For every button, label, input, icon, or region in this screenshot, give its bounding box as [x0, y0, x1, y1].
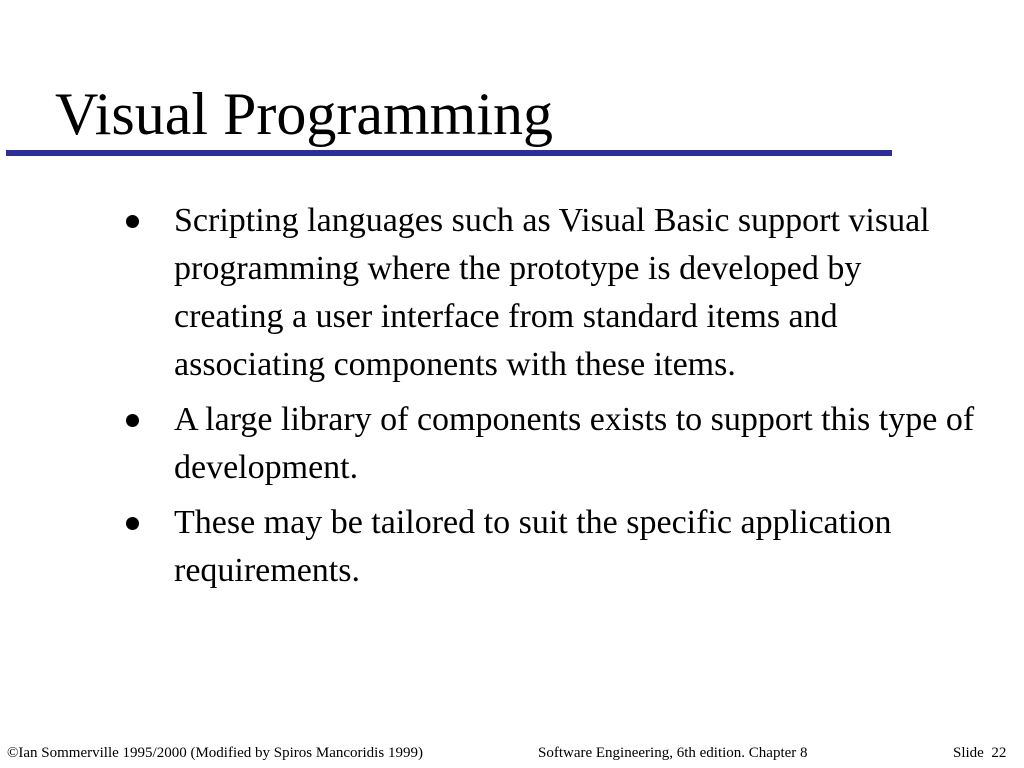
bullet-dot-icon	[126, 215, 139, 228]
bullet-dot-icon	[126, 414, 139, 427]
footer-copyright: ©Ian Sommerville 1995/2000 (Modified by Spiros Mancoridis 1999)	[7, 745, 423, 761]
bullet-text: A large library of components exists to support this type of development.	[174, 401, 975, 486]
bullet-text: These may be tailored to suit the specific application requirements.	[174, 504, 892, 589]
bullet-item	[118, 499, 978, 595]
bullet-list	[118, 197, 978, 602]
slide-title: Visual Programming	[55, 81, 554, 147]
bullet-item	[118, 197, 978, 389]
bullet-item	[118, 396, 978, 492]
bullet-dot-icon	[126, 517, 139, 530]
footer-slide-number: Slide 22	[953, 745, 1007, 761]
bullet-text: Scripting languages such as Visual Basic support visual programming where the prototype is developed by creating a user interface from standard items and associating components with these items.	[174, 202, 930, 383]
footer-book-chapter: Software Engineering, 6th edition. Chapter 8	[538, 745, 808, 761]
title-underline	[6, 150, 892, 156]
